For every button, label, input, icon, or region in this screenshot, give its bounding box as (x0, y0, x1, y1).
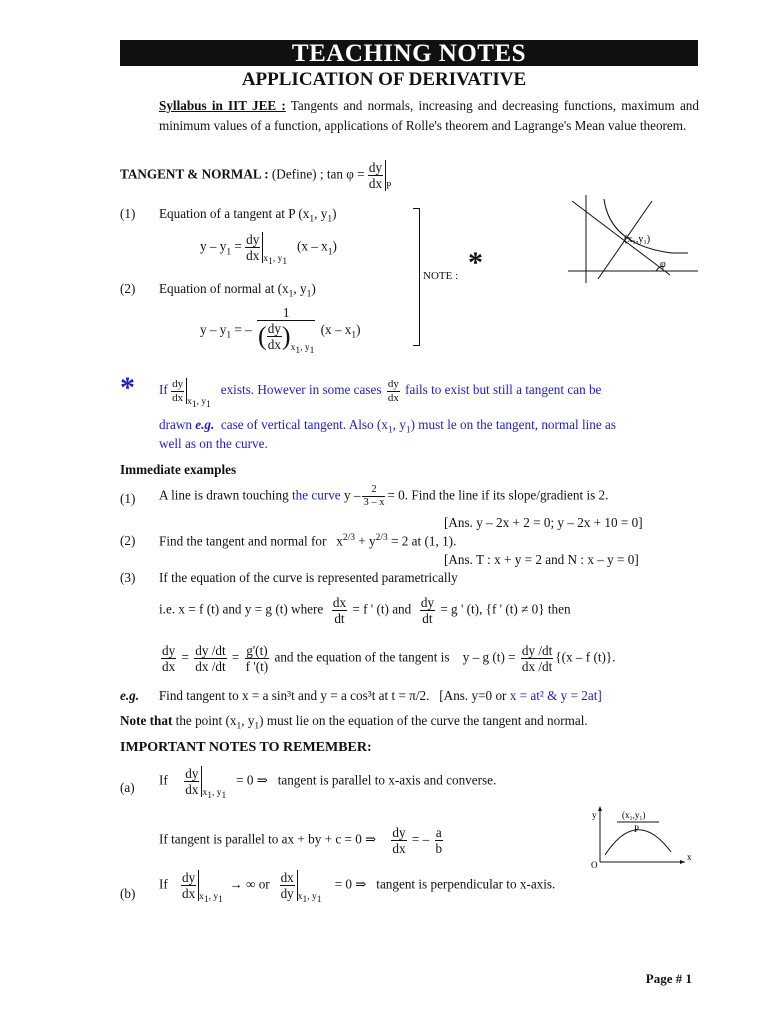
parametric-tangent: $\frac{dy}{dx}$ = $\frac{dy /dt}{dx /dt}$ = $\frac{g'(t)}{f '(t)}$ and the equation of the tangent is y – g (t) = $\frac{dy /dt}{dx /dt}$ {(x – f (t)}. (162, 643, 616, 675)
note-eq: = 0 ⇒ (236, 772, 268, 788)
example-text: {(x – f (t)}. (555, 649, 616, 665)
example-number: (1) (120, 491, 136, 506)
example-number: (2) (120, 533, 136, 548)
point-label: (x₁,y₁) (622, 810, 646, 820)
example-1-answer: [Ans. y – 2x + 2 = 0; y – 2x + 10 = 0] (444, 515, 643, 530)
remark-text: ) must le on the tangent, normal line as (410, 417, 617, 432)
remark-if: If (159, 382, 168, 398)
p-label: P (634, 824, 640, 834)
example-text: A line is drawn touching (159, 487, 289, 503)
tangent-equation: y – $y_1$ = $\frac{dy}{dx}$ $_{x_1, y_1}$ $(x - x_1)$ (200, 232, 337, 267)
remark-fails: fails to exist but still a tangent can be (405, 382, 602, 398)
note-eq: = 0 ⇒ (334, 876, 367, 892)
immediate-heading: Immediate examples (120, 462, 237, 477)
remark-text: case of vertical tangent. Also (x (220, 417, 388, 432)
parabola-figure (585, 800, 695, 870)
tangent-line (572, 201, 670, 275)
curve-text: the curve (291, 487, 341, 503)
syllabus-paragraph (159, 96, 699, 136)
answer-text: [Ans. y=0 or (439, 688, 507, 703)
note-label: NOTE : (423, 270, 459, 282)
tangent-normal-heading: TANGENT & NORMAL : (Define) ; tan φ = $\frac{dy}{dx}$ $_P$ (120, 160, 392, 192)
note-a-parallel: If tangent is parallel to ax + by + c = 0 ⇒ $\frac{dy}{dx}$ = – $\frac{a}{b}$ (159, 825, 443, 857)
example-text: = g ' (t), {f ' (t) ≠ 0} then (440, 601, 571, 617)
syllabus-label: Syllabus in IIT JEE : (159, 98, 286, 113)
item-number: (2) (120, 281, 136, 296)
section-heading: TANGENT & NORMAL : (120, 166, 269, 182)
star-icon: * (468, 246, 483, 279)
item-text: Equation of a tangent at P (x (159, 206, 310, 221)
remark-line-3: well as on the curve. (159, 436, 268, 451)
note-text: tangent is parallel to x-axis and converse. (277, 772, 497, 788)
example-text: = 0. Find the line if its slope/gradient is 2. (387, 487, 609, 503)
syllabus-text: Tangents and normals, increasing and decreasing functions, maximum and minimum values of a function, applications of Rolle's theorem and Lagrange's Mean value theorem. (159, 98, 699, 133)
example-2-answer: [Ans. T : x + y = 2 and N : x – y = 0] (444, 552, 639, 567)
item-text: Equation of normal at (x (159, 281, 289, 296)
example-text: = f ' (t) and (352, 601, 412, 617)
eg-label: e.g. (195, 417, 215, 432)
remark-exists: exists. However in some cases (220, 382, 382, 398)
item-tangent-text: Equation of a tangent at P ($x_1$, $y_1$) (159, 206, 337, 225)
note-b: If $\frac{dy}{dx}$ $_{x_1, y_1}$ → ∞ or $\frac{dx}{dy}$ $_{x_1, y_1}$ = 0 ⇒ tangent is perpendicular to x-axis. (159, 870, 556, 905)
example-text: Find tangent to x = a sin³t and y = a cos³t at t = π/2. (158, 688, 430, 703)
note-text: If tangent is parallel to ax + by + c = 0 ⇒ (159, 831, 377, 847)
example-text: = 2 at (1, 1). (391, 533, 457, 549)
note-text: → ∞ or (229, 876, 270, 892)
example-text: i.e. x = f (t) and y = g (t) where (159, 601, 324, 617)
note-if: If (159, 772, 168, 788)
tangent-angle-figure (560, 195, 700, 285)
example-2: Find the tangent and normal for $x^{2/3} + y^{2/3} = 2$ at (1, 1). (159, 533, 457, 549)
item-normal (120, 281, 135, 297)
eg-label: e.g. (120, 688, 140, 703)
note-text: the point (x (175, 713, 237, 728)
answer-text: x = at² & y = 2at] (509, 688, 602, 703)
example-1: A line is drawn touching the curve y – $\frac{2}{3 - x}$ = 0. Find the line if its slope/gradient is 2. (159, 484, 609, 509)
item-number: (b) (120, 886, 136, 901)
note-text: tangent is perpendicular to x-axis. (376, 876, 556, 892)
item-normal-text: Equation of normal at ($x_1$, $y_1$) (159, 281, 316, 300)
example-number: (3) (120, 570, 136, 585)
example-text: y – g (t) = (462, 649, 516, 665)
x-label: x (687, 852, 692, 862)
example-text: and the equation of the tangent is (274, 649, 450, 665)
note-bracket (413, 208, 420, 346)
remark-line-1: If $\frac{dy}{dx}$ $_{x_1, y_1}$ exists. However in some cases $\frac{dy}{dx}$ fails to exist but still a tangent can be (159, 378, 602, 411)
page-number: Page # 1 (645, 971, 692, 986)
example-3: If the equation of the curve is represented parametrically (159, 570, 458, 585)
origin-label: O (591, 860, 598, 870)
note-if: If (159, 876, 168, 892)
remark-text: drawn (159, 417, 192, 432)
x-arrow-icon (680, 860, 685, 864)
eg-line (120, 688, 602, 704)
define-text: (Define) ; tan φ = (271, 166, 365, 182)
note-text: ) must lie on the equation of the curve the tangent and normal. (259, 713, 588, 728)
y-label: y (592, 810, 597, 820)
note-line: Note that the point ($x_1$, $y_1$) must lie on the equation of the curve the tangent and normal. (120, 713, 588, 732)
star-icon: * (120, 371, 135, 404)
item-number: (a) (120, 780, 135, 795)
normal-equation: y – $y_1$ = – 1 ( $\frac{dy}{dx}$ )$_{x_1, y_1}$ $(x - x_1)$ (200, 305, 361, 356)
derivative-at-p: $\frac{dy}{dx}$ (368, 160, 386, 191)
item-tangent (120, 206, 135, 222)
parametric-line: i.e. x = f (t) and y = g (t) where $\frac{dx}{dt}$ = f ' (t) and $\frac{dy}{dt}$ = g ' (t), {f ' (t) ≠ 0} then (159, 595, 571, 627)
banner-title: TEACHING NOTES (120, 40, 698, 66)
example-text: Find the tangent and normal for (159, 533, 327, 549)
note-label: Note that (120, 713, 173, 728)
y-arrow-icon (598, 806, 602, 811)
point-label: (x₁,y₁) (624, 234, 651, 245)
phi-label: φ (660, 259, 666, 270)
remark-line-2: drawn e.g. case of vertical tangent. Also ($x_1$, $y_1$) must le on the tangent, normal line as (159, 417, 617, 436)
item-number: (1) (120, 206, 136, 221)
page-title: APPLICATION OF DERIVATIVE (241, 69, 527, 90)
note-a: If $\frac{dy}{dx}$ $_{x_1, y_1}$ = 0 ⇒ tangent is parallel to x-axis and converse. (159, 766, 497, 801)
important-heading: IMPORTANT NOTES TO REMEMBER: (120, 740, 372, 755)
